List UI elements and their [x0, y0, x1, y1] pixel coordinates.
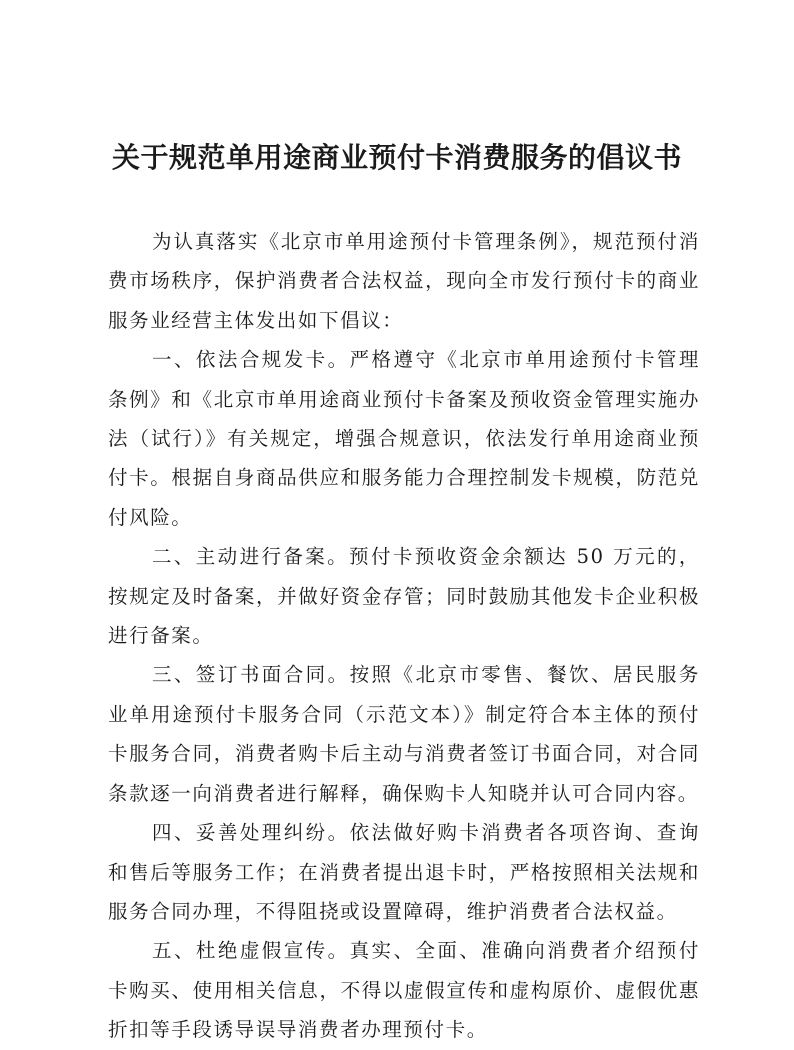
- item-1-paragraph: 一、依法合规发卡。严格遵守《北京市单用途预付卡管理条例》和《北京市单用途商业预付卡备案及预收资金管理实施办法（试行）》有关规定，增强合规意识，依法发行单用途商业预付卡。根据自身商品供应和服务能力合理控制发卡规模，防范兑付风险。: [108, 348, 700, 529]
- item-2-paragraph: 二、主动进行备案。预付卡预收资金余额达 50 万元的，按规定及时备案，并做好资金存管；同时鼓励其他发卡企业积极进行备案。: [108, 545, 700, 648]
- item-3-paragraph: 三、签订书面合同。按照《北京市零售、餐饮、居民服务业单用途预付卡服务合同（示范文本）》制定符合本主体的预付卡服务合同，消费者购卡后主动与消费者签订书面合同，对合同条款逐一向消费者进行解释，确保购卡人知晓并认可合同内容。: [108, 663, 700, 805]
- intro-paragraph: 为认真落实《北京市单用途预付卡管理条例》，规范预付消费市场秩序，保护消费者合法权益，现向全市发行预付卡的商业服务业经营主体发出如下倡议：: [108, 230, 700, 332]
- item-4-paragraph: 四、妥善处理纠纷。依法做好购卡消费者各项咨询、查询和售后等服务工作；在消费者提出退卡时，严格按照相关法规和服务合同办理，不得阻挠或设置障碍，维护消费者合法权益。: [108, 821, 700, 923]
- item-5-paragraph: 五、杜绝虚假宣传。真实、全面、准确向消费者介绍预付卡购买、使用相关信息，不得以虚假宣传和虚构原价、虚假优惠折扣等手段诱导误导消费者办理预付卡。: [108, 939, 700, 1042]
- document-title: 关于规范单用途商业预付卡消费服务的倡议书: [111, 141, 682, 174]
- document-body: [108, 222, 700, 1050]
